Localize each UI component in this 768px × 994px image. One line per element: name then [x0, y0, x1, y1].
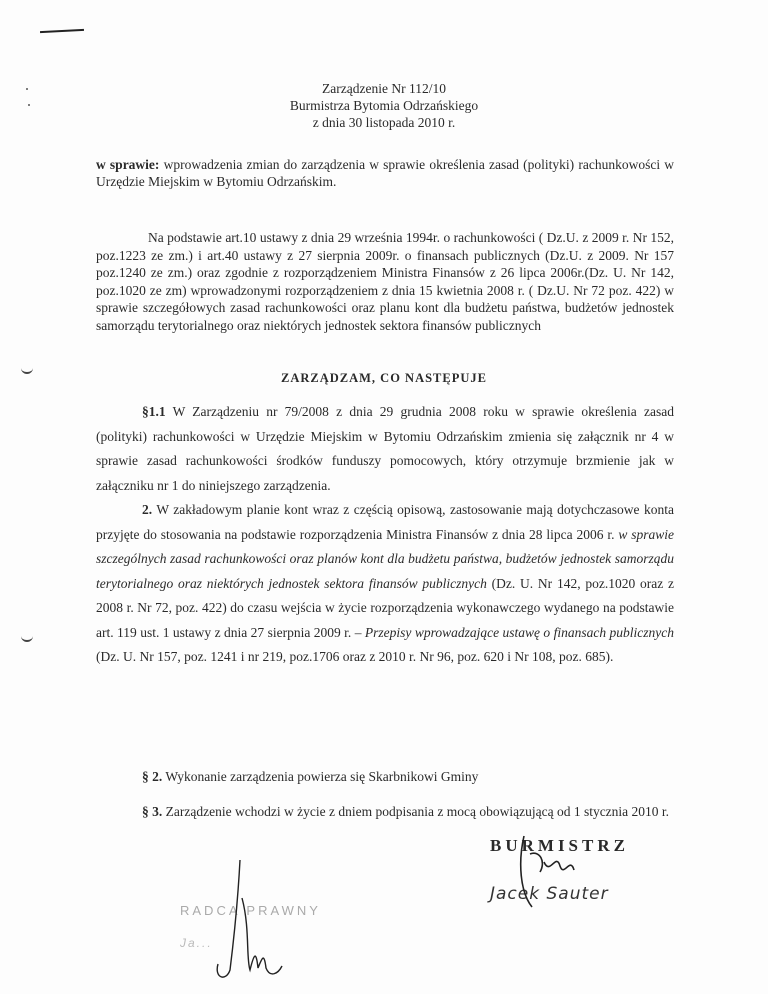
header-issuer: Burmistrza Bytomia Odrzańskiego: [289, 98, 479, 113]
act-title-italic: Przepisy wprowadzające ustawę o finansach publicznych: [364, 624, 674, 640]
subject-paragraph: [96, 156, 674, 190]
legal-basis-paragraph: Na podstawie art.10 ustawy z dnia 29 września 1994r. o rachunkowości ( Dz.U. z 2009 r. Nr 152, poz.1223 ze zm.) i art.40 ustawy z 27 sierpnia 2009r. o finansach publicznych (Dz.U. z 2009. Nr 157 poz.1240 ze zm.) oraz zgodnie z rozporządzeniem Ministra Finansów z 26 lipca 2006r.(Dz. U. Nr 142, poz.1020 ze zm) wprowadzonymi rozporządzeniem z dnia 15 kwietnia 2008 r. ( Dz.U. Nr 72 poz. 422) w sprawie szczegółowych zasad rachunkowości oraz planu kont dla budżetu państwa, budżetów jednostek samorządu terytorialnego oraz niektórych jednostek sektora finansów publicznych: [96, 230, 674, 333]
section-1-2-number: 2.: [142, 502, 153, 517]
mayor-stamp-title: BURMISTRZ: [490, 836, 629, 855]
section-1-paragraph-2: [96, 498, 674, 670]
header-title: Zarządzenie Nr 112/10: [322, 81, 446, 96]
regulation-title-italic: w sprawie szczególnych zasad rachunkowości oraz planów kont dla budżetu państwa, budżetów jednostek samorządu terytorialnego oraz niektórych jednostek sektora finansów publicznych: [96, 526, 674, 591]
section-1-paragraph-1: [96, 400, 674, 498]
punch-hole-mark: [21, 634, 33, 642]
scan-edge-mark: [40, 29, 84, 33]
subject-label: w sprawie:: [96, 157, 160, 172]
section-1-2-text-a: W zakładowym planie kont wraz z częścią opisową, zastosowanie mają dotychczasowe konta przyjęte do stosowania na podstawie rozporządzenia Ministra Finansów z dnia 28 lipca 2006 r.: [96, 502, 674, 542]
header-date: z dnia 30 listopada 2010 r.: [312, 115, 456, 130]
mayor-signature: [510, 832, 590, 912]
counsel-stamp-title: RADCA PRAWNY: [180, 903, 321, 918]
section-1: [96, 400, 674, 670]
section-3-text: Zarządzenie wchodzi w życie z dniem podpisania z mocą obowiązującą od 1 stycznia 2010 r.: [162, 804, 670, 819]
section-1-2-text-c: (Dz. U. Nr 157, poz. 1241 i nr 219, poz.1706 oraz z 2010 r. Nr 96, poz. 620 i Nr 108, poz. 685).: [96, 649, 614, 664]
counsel-stamp-name: Ja...: [180, 936, 213, 950]
section-2-text: Wykonanie zarządzenia powierza się Skarbnikowi Gminy: [162, 769, 479, 784]
subject-text: wprowadzenia zmian do zarządzenia w sprawie określenia zasad (polityki) rachunkowości w Urzędzie Miejskim w Bytomiu Odrzańskim.: [96, 157, 675, 189]
section-1-text: W Zarządzeniu nr 79/2008 z dnia 29 grudnia 2008 roku w sprawie określenia zasad (polityki) rachunkowości w Urzędzie Miejskim w Bytomiu Odrzańskim zmienia się załącznik nr 4 w sprawie zasad rachunkowości środków funduszy pomocowych, który otrzymuje brzmienie jak w załączniku nr 1 do niniejszego zarządzenia.: [96, 404, 674, 493]
decree-heading: ZARZĄDZAM, CO NASTĘPUJE: [280, 371, 487, 385]
section-3-number: § 3.: [142, 804, 163, 819]
section-2-number: § 2.: [142, 769, 163, 784]
section-1-2-text-b: (Dz. U. Nr 142, poz.1020 oraz z 2008 r. Nr 72, poz. 422) do czasu wejścia w życie rozporządzenia wykonawczego wydanego na podstawie art. 119 ust. 1 ustawy z dnia 27 sierpnia 2009 r. –: [96, 575, 674, 640]
section-2: [96, 765, 674, 789]
section-1-number: §1.1: [142, 404, 166, 419]
document-header: [0, 80, 768, 131]
section-3: [96, 800, 674, 824]
counsel-signature: [210, 858, 290, 988]
mayor-stamp-name: Jacek Sauter: [490, 884, 609, 904]
